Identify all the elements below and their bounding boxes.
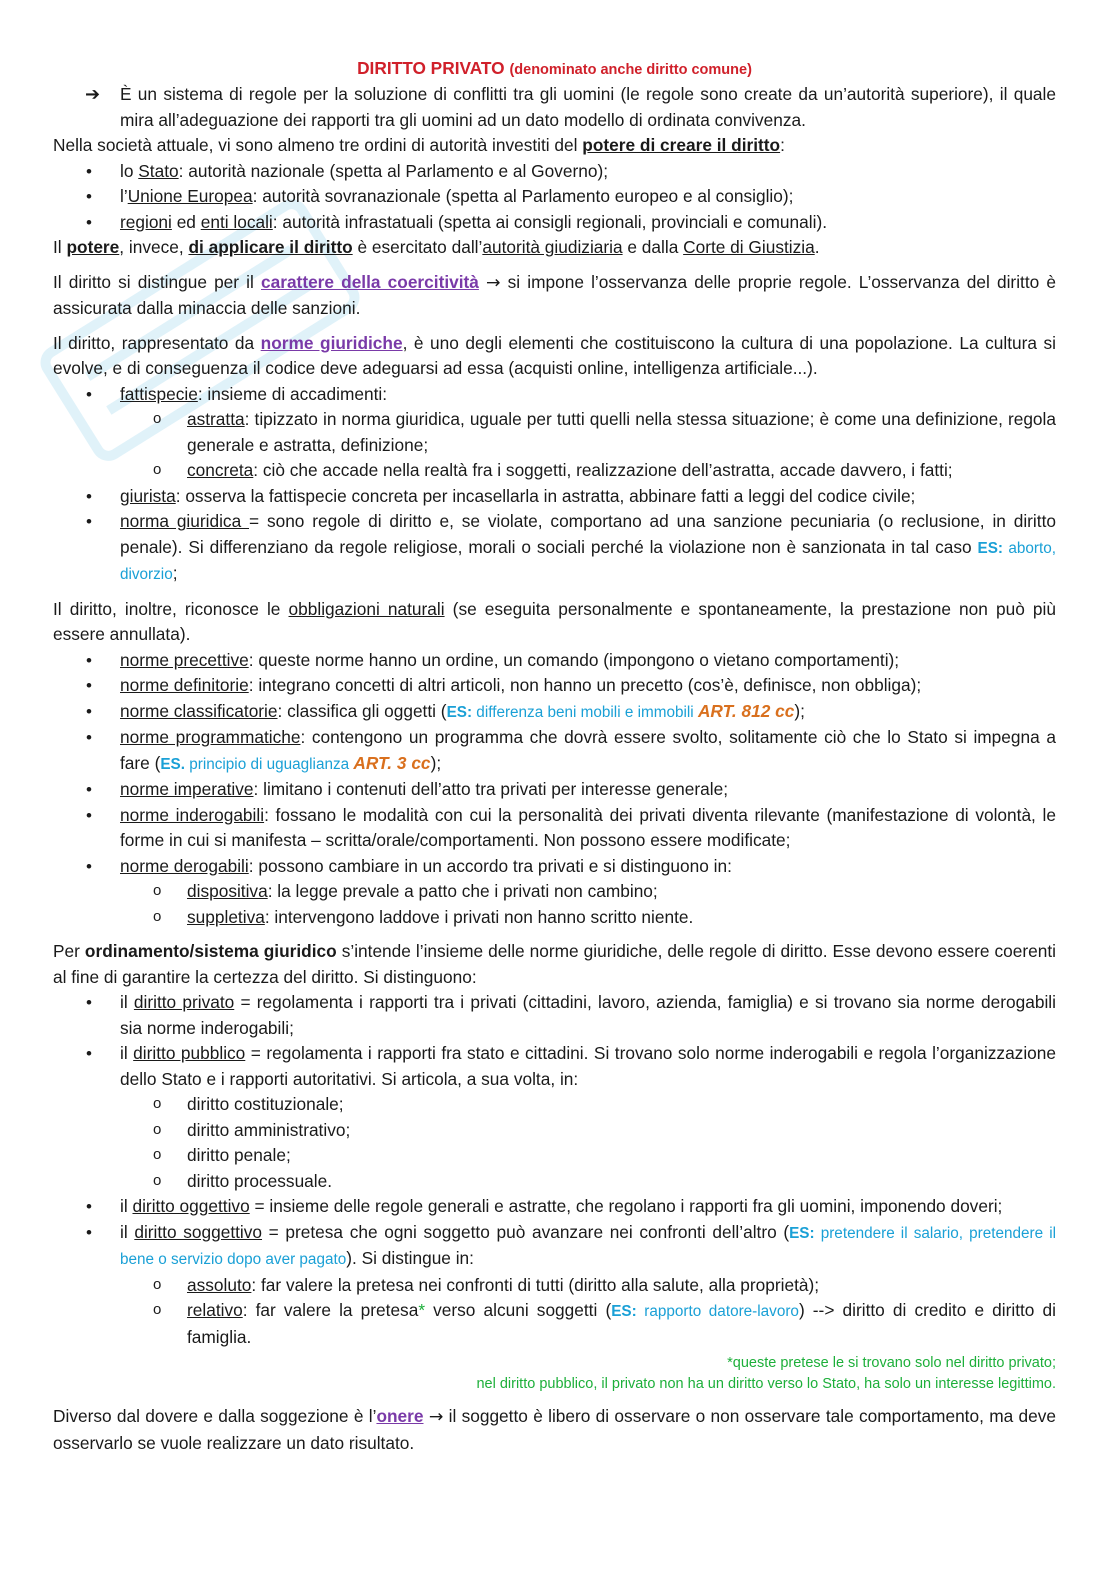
authorities-list bbox=[53, 159, 1056, 236]
fattispecie-sublist bbox=[120, 407, 1056, 484]
list-item: • norme inderogabili: fossano le modalità con cui la personalità dei privati diventa rilevante (manifestazione di volontà, le forme in cui si manifesta – scritta/orale/comportamenti. Non possono essere modificate; bbox=[53, 803, 1056, 854]
list-item: o relativo: far valere la pretesa* verso alcuni soggetti (ES: rapporto datore-lavoro) --> diritto di credito e diritto di famiglia. bbox=[53, 1298, 1056, 1350]
intro-definition: ➔ È un sistema di regole per la soluzione di conflitti tra gli uomini (le regole sono create da un’autorità superiore), il quale mira all’adeguazione dei rapporti tra gli uomini ad un dato modello di ordinata convivenza. bbox=[53, 82, 1056, 133]
list-item: • il diritto pubblico = regolamenta i rapporti fra stato e cittadini. Si trovano solo norme inderogabili e regola l’organizzazione dello Stato e i rapporti autoritativi. Si articola, a sua volta, in: o diritto costituzionale; o diritto amministrativo; o diritto penale; o diritto processuale. bbox=[53, 1041, 1056, 1194]
subjective-law-sublist bbox=[120, 1273, 1056, 1351]
intro-list bbox=[53, 82, 1056, 133]
apply-law-paragraph: Il potere, invece, di applicare il diritto è esercitato dall’autorità giudiziaria e dalla Corte di Giustizia. bbox=[53, 237, 820, 257]
fattispecie-list bbox=[53, 382, 1056, 588]
list-item: o diritto processuale. bbox=[53, 1169, 1056, 1195]
list-item: • il diritto soggettivo = pretesa che ogni soggetto può avanzare nei confronti dell’altro (ES: pretendere il salario, pretendere il bene o servizio dopo aver pagato). Si distingue in: o assoluto: far valere la pretesa nei confronti di tutti (diritto alla salute, alla proprietà); o relativo: far valere la pretesa* verso alcuni soggetti (ES: rapporto datore-lavoro) --> diritto di credito e diritto di famiglia. bbox=[53, 1220, 1056, 1351]
onere-paragraph: Diverso dal dovere e dalla soggezione è l’onere → il soggetto è libero di osservare o non osservare tale comportamento, ma deve osservarlo se vuole realizzare un dato risultato. bbox=[53, 1406, 1056, 1453]
list-item: o assoluto: far valere la pretesa nei confronti di tutti (diritto alla salute, alla proprietà); bbox=[53, 1273, 1056, 1299]
footnote: *queste pretese le si trovano solo nel diritto privato; nel diritto pubblico, il privato non ha un diritto verso lo Stato, ha solo un interesse legittimo. bbox=[476, 1355, 1056, 1392]
norm-types-list bbox=[53, 648, 1056, 931]
list-item: • il diritto oggettivo = insieme delle regole generali e astratte, che regolano i rapporti fra gli uomini, imponendo doveri; bbox=[53, 1194, 1056, 1220]
list-item: • fattispecie: insieme di accadimenti: o astratta: tipizzato in norma giuridica, uguale per tutti quelli nella stessa situazione; è come una definizione, regola generale e astratta, definizione; o concreta: ciò che accade nella realtà fra i soggetti, realizzazione dell’astratta, accade davvero, i fatti; bbox=[53, 382, 1056, 484]
public-law-sublist bbox=[120, 1092, 1056, 1194]
derogabili-sublist bbox=[120, 879, 1056, 930]
coercion-paragraph: Il diritto si distingue per il carattere della coercitività → si impone l’osservanza delle proprie regole. L’osservanza del diritto è assicurata dalla minaccia delle sanzioni. bbox=[53, 271, 1056, 318]
list-item: • norme definitorie: integrano concetti di altri articoli, non hanno un precetto (cos’è, definisce, non obbliga); bbox=[53, 673, 1056, 699]
list-item: • norme classificatorie: classifica gli oggetti (ES: differenza beni mobili e immobili ART. 812 cc); bbox=[53, 699, 1056, 726]
list-item: • regioni ed enti locali: autorità infrastatuali (spetta ai consigli regionali, provinciali e comunali). bbox=[53, 210, 1056, 236]
page-title: DIRITTO PRIVATO (denominato anche diritto comune) bbox=[357, 58, 752, 78]
natural-obligations-paragraph: Il diritto, inoltre, riconosce le obbligazioni naturali (se eseguita personalmente e spontaneamente, la prestazione non può più essere annullata). bbox=[53, 598, 1056, 644]
list-item: • norme derogabili: possono cambiare in un accordo tra privati e si distinguono in: o dispositiva: la legge prevale a patto che i privati non cambino; o suppletiva: intervengono laddove i privati non hanno scritto niente. bbox=[53, 854, 1056, 931]
legal-norms-paragraph: Il diritto, rappresentato da norme giuridiche, è uno degli elementi che costituiscono la cultura di una popolazione. La cultura si evolve, e di conseguenza il codice deve adeguarsi ad essa (acquisti online, intelligenza artificiale...). bbox=[53, 332, 1056, 378]
document-page bbox=[53, 56, 1056, 1456]
list-item: • norme precettive: queste norme hanno un ordine, un comando (impongono o vietano comportamenti); bbox=[53, 648, 1056, 674]
law-branches-list bbox=[53, 990, 1056, 1350]
arrow-right-icon: → bbox=[486, 272, 501, 293]
list-item: • lo Stato: autorità nazionale (spetta al Parlamento e al Governo); bbox=[53, 159, 1056, 185]
list-item: o diritto amministrativo; bbox=[53, 1118, 1056, 1144]
list-item: o concreta: ciò che accade nella realtà fra i soggetti, realizzazione dell’astratta, accade davvero, i fatti; bbox=[53, 458, 1056, 484]
arrow-right-icon: → bbox=[428, 1407, 444, 1427]
legal-system-paragraph: Per ordinamento/sistema giuridico s’intende l’insieme delle norme giuridiche, delle regole di diritto. Esse devono essere coerenti al fine di garantire la certezza del diritto. Si distinguono: bbox=[53, 941, 1056, 987]
list-item: • norme programmatiche: contengono un programma che dovrà essere svolto, solitamente ciò che lo Stato si impegna a fare (ES. principio di uguaglianza ART. 3 cc); bbox=[53, 725, 1056, 777]
list-item: o suppletiva: intervengono laddove i privati non hanno scritto niente. bbox=[53, 905, 1056, 931]
list-item: o diritto costituzionale; bbox=[53, 1092, 1056, 1118]
authorities-intro: Nella società attuale, vi sono almeno tre ordini di autorità investiti del potere di creare il diritto: bbox=[53, 135, 785, 155]
list-item: • norma giuridica = sono regole di diritto e, se violate, comportano ad una sanzione pecuniaria (o reclusione, in diritto penale). Si differenziano da regole religiose, morali o sociali perché la violazione non è sanzionata in tal caso ES: aborto, divorzio; bbox=[53, 509, 1056, 588]
list-item: o astratta: tipizzato in norma giuridica, uguale per tutti quelli nella stessa situazione; è come una definizione, regola generale e astratta, definizione; bbox=[53, 407, 1056, 458]
list-item: o dispositiva: la legge prevale a patto che i privati non cambino; bbox=[53, 879, 1056, 905]
list-item: • giurista: osserva la fattispecie concreta per incasellarla in astratta, abbinare fatti a leggi del codice civile; bbox=[53, 484, 1056, 510]
list-item: • il diritto privato = regolamenta i rapporti tra i privati (cittadini, lavoro, azienda, famiglia) e si trovano sia norme derogabili sia norme inderogabili; bbox=[53, 990, 1056, 1041]
list-item: • norme imperative: limitano i contenuti dell’atto tra privati per interesse generale; bbox=[53, 777, 1056, 803]
list-item: o diritto penale; bbox=[53, 1143, 1056, 1169]
list-item: • l’Unione Europea: autorità sovranazionale (spetta al Parlamento europeo e al consiglio); bbox=[53, 184, 1056, 210]
